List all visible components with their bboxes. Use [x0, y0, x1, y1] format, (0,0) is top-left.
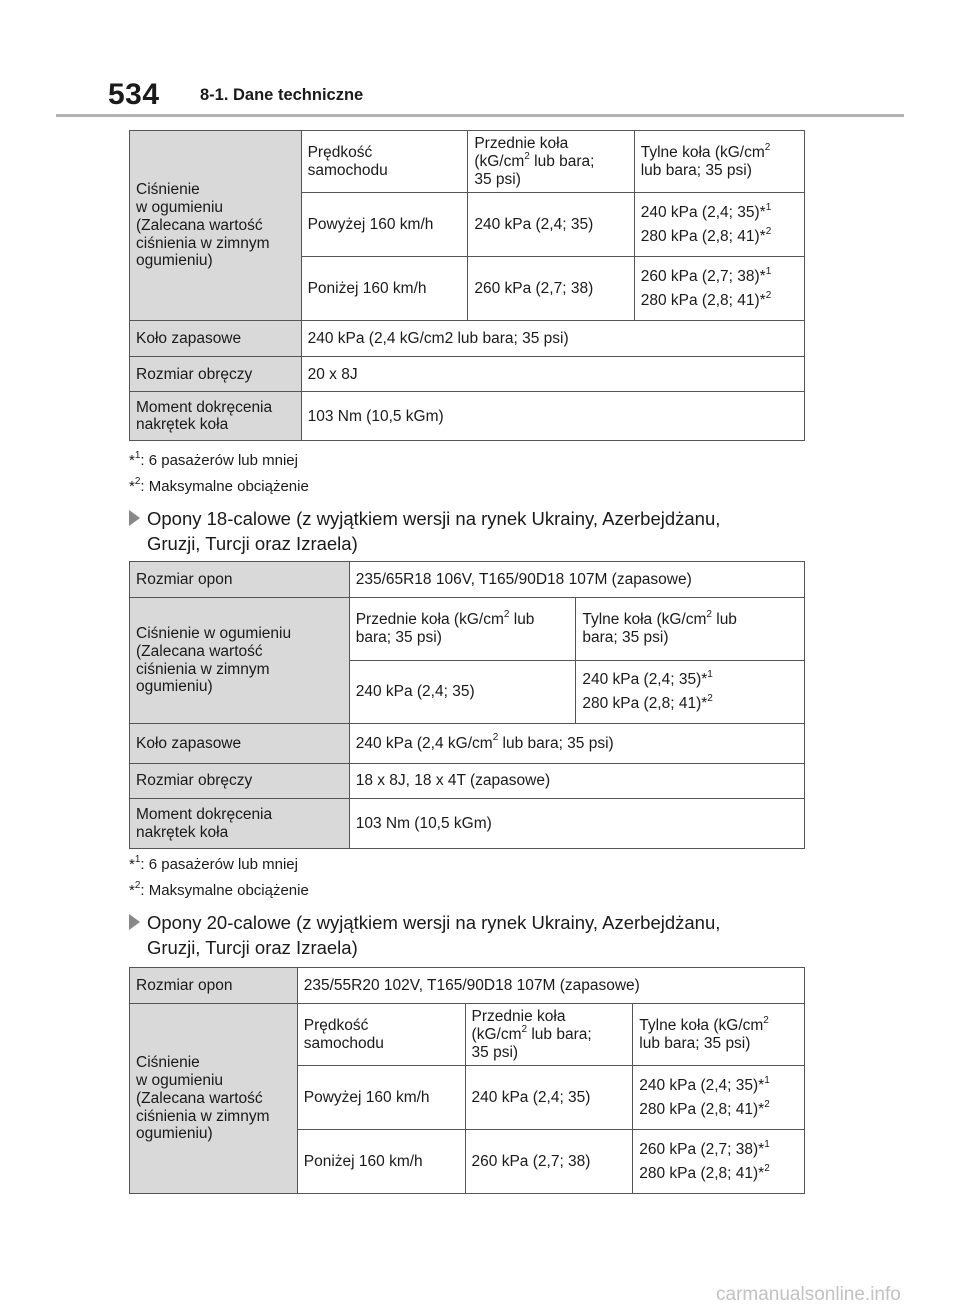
footnote-2: *$^2$: Maksymalne obciążenie: [129, 476, 309, 495]
col-rear-header: Tylne koła ($kG/cm^2$ lub bara; 35 psi): [633, 1004, 805, 1066]
rear-above: 240 kPa (2,4; 35)*$^1$ 280 kPa (2,8; 41)*$^2$: [634, 193, 804, 257]
front-above: 240 kPa (2,4; 35): [465, 1066, 633, 1130]
rear-below: 260 kPa (2,7; 38)*$^1$ 280 kPa (2,8; 41)*$^2$: [633, 1130, 805, 1194]
size-value: 235/65R18 106V, T165/90D18 107M (zapasowe): [349, 562, 804, 598]
spare-label: Koło zapasowe: [130, 724, 350, 764]
col-front-header: Przednie koła ($kG/cm^2$ lub bara; 35 psi): [465, 1004, 633, 1066]
rim-label: Rozmiar obręczy: [130, 357, 302, 392]
footnote-1: *$^1$: 6 pasażerów lub mniej: [129, 854, 298, 873]
front-above: 240 kPa (2,4; 35): [468, 193, 634, 257]
rear-above: 240 kPa (2,4; 35)*$^1$ 280 kPa (2,8; 41)*$^2$: [633, 1066, 805, 1130]
spare-value: 240 kPa (2,4 $kG/cm^2$ lub bara; 35 psi): [349, 724, 804, 764]
rim-value: 20 x 8J: [301, 357, 804, 392]
front-below: 260 kPa (2,7; 38): [468, 257, 634, 321]
rear-value: 240 kPa (2,4; 35)*$^1$ 280 kPa (2,8; 41)*$^2$: [576, 661, 805, 724]
tire-table-20in-partial: [129, 130, 805, 441]
speed-above: Powyżej 160 km/h: [301, 193, 468, 257]
torque-value: 103 Nm (10,5 kGm): [301, 392, 804, 441]
col-rear-header: Tylne koła ($kG/cm^2$ lub bara; 35 psi): [634, 131, 804, 193]
bullet-20in: Opony 20-calowe (z wyjątkiem wersji na rynek Ukrainy, Azerbejdżanu, Gruzji, Turcji oraz Izraela): [129, 911, 720, 961]
header-rule: [56, 114, 904, 117]
size-value: 235/55R20 102V, T165/90D18 107M (zapasowe): [297, 968, 804, 1004]
arrow-icon: [129, 914, 140, 930]
front-below: 260 kPa (2,7; 38): [465, 1130, 633, 1194]
rim-label: Rozmiar obręczy: [130, 764, 350, 799]
torque-label: Moment dokręcenia nakrętek koła: [130, 799, 350, 849]
watermark: carmanualsonline.info: [716, 1284, 901, 1305]
arrow-icon: [129, 510, 140, 526]
section-title: 8-1. Dane techniczne: [200, 86, 364, 104]
size-label: Rozmiar opon: [130, 968, 298, 1004]
rear-below: 260 kPa (2,7; 38)*$^1$ 280 kPa (2,8; 41)*$^2$: [634, 257, 804, 321]
speed-below: Poniżej 160 km/h: [301, 257, 468, 321]
speed-above: Powyżej 160 km/h: [297, 1066, 465, 1130]
pressure-label: Ciśnienie w ogumieniu (Zalecana wartość ciśnienia w zimnym ogumieniu): [130, 1004, 298, 1194]
speed-below: Poniżej 160 km/h: [297, 1130, 465, 1194]
footnote-2: *$^2$: Maksymalne obciążenie: [129, 880, 309, 899]
torque-label: Moment dokręcenia nakrętek koła: [130, 392, 302, 441]
pressure-label: Ciśnienie w ogumieniu (Zalecana wartość ciśnienia w zimnym ogumieniu): [130, 598, 350, 724]
col-front-header: Przednie koła ($kG/cm^2$ lub bara; 35 psi): [349, 598, 576, 661]
col-speed-header: Prędkość samochodu: [297, 1004, 465, 1066]
col-front-header: Przednie koła ($kG/cm^2$ lub bara; 35 psi): [468, 131, 634, 193]
rim-value: 18 x 8J, 18 x 4T (zapasowe): [349, 764, 804, 799]
spare-value: 240 kPa (2,4 kG/cm2 lub bara; 35 psi): [301, 321, 804, 357]
tire-table-20in: [129, 967, 805, 1194]
col-speed-header: Prędkość samochodu: [301, 131, 468, 193]
front-value: 240 kPa (2,4; 35): [349, 661, 576, 724]
spare-label: Koło zapasowe: [130, 321, 302, 357]
col-rear-header: Tylne koła ($kG/cm^2$ lub bara; 35 psi): [576, 598, 805, 661]
page-header: [0, 0, 960, 120]
footnote-1: *$^1$: 6 pasażerów lub mniej: [129, 450, 298, 469]
tire-table-18in: [129, 561, 805, 849]
size-label: Rozmiar opon: [130, 562, 350, 598]
torque-value: 103 Nm (10,5 kGm): [349, 799, 804, 849]
bullet-18in: Opony 18-calowe (z wyjątkiem wersji na rynek Ukrainy, Azerbejdżanu, Gruzji, Turcji oraz Izraela): [129, 507, 720, 557]
pressure-label: Ciśnienie w ogumieniu (Zalecana wartość ciśnienia w zimnym ogumieniu): [130, 131, 302, 321]
page-number: 534: [108, 78, 160, 111]
